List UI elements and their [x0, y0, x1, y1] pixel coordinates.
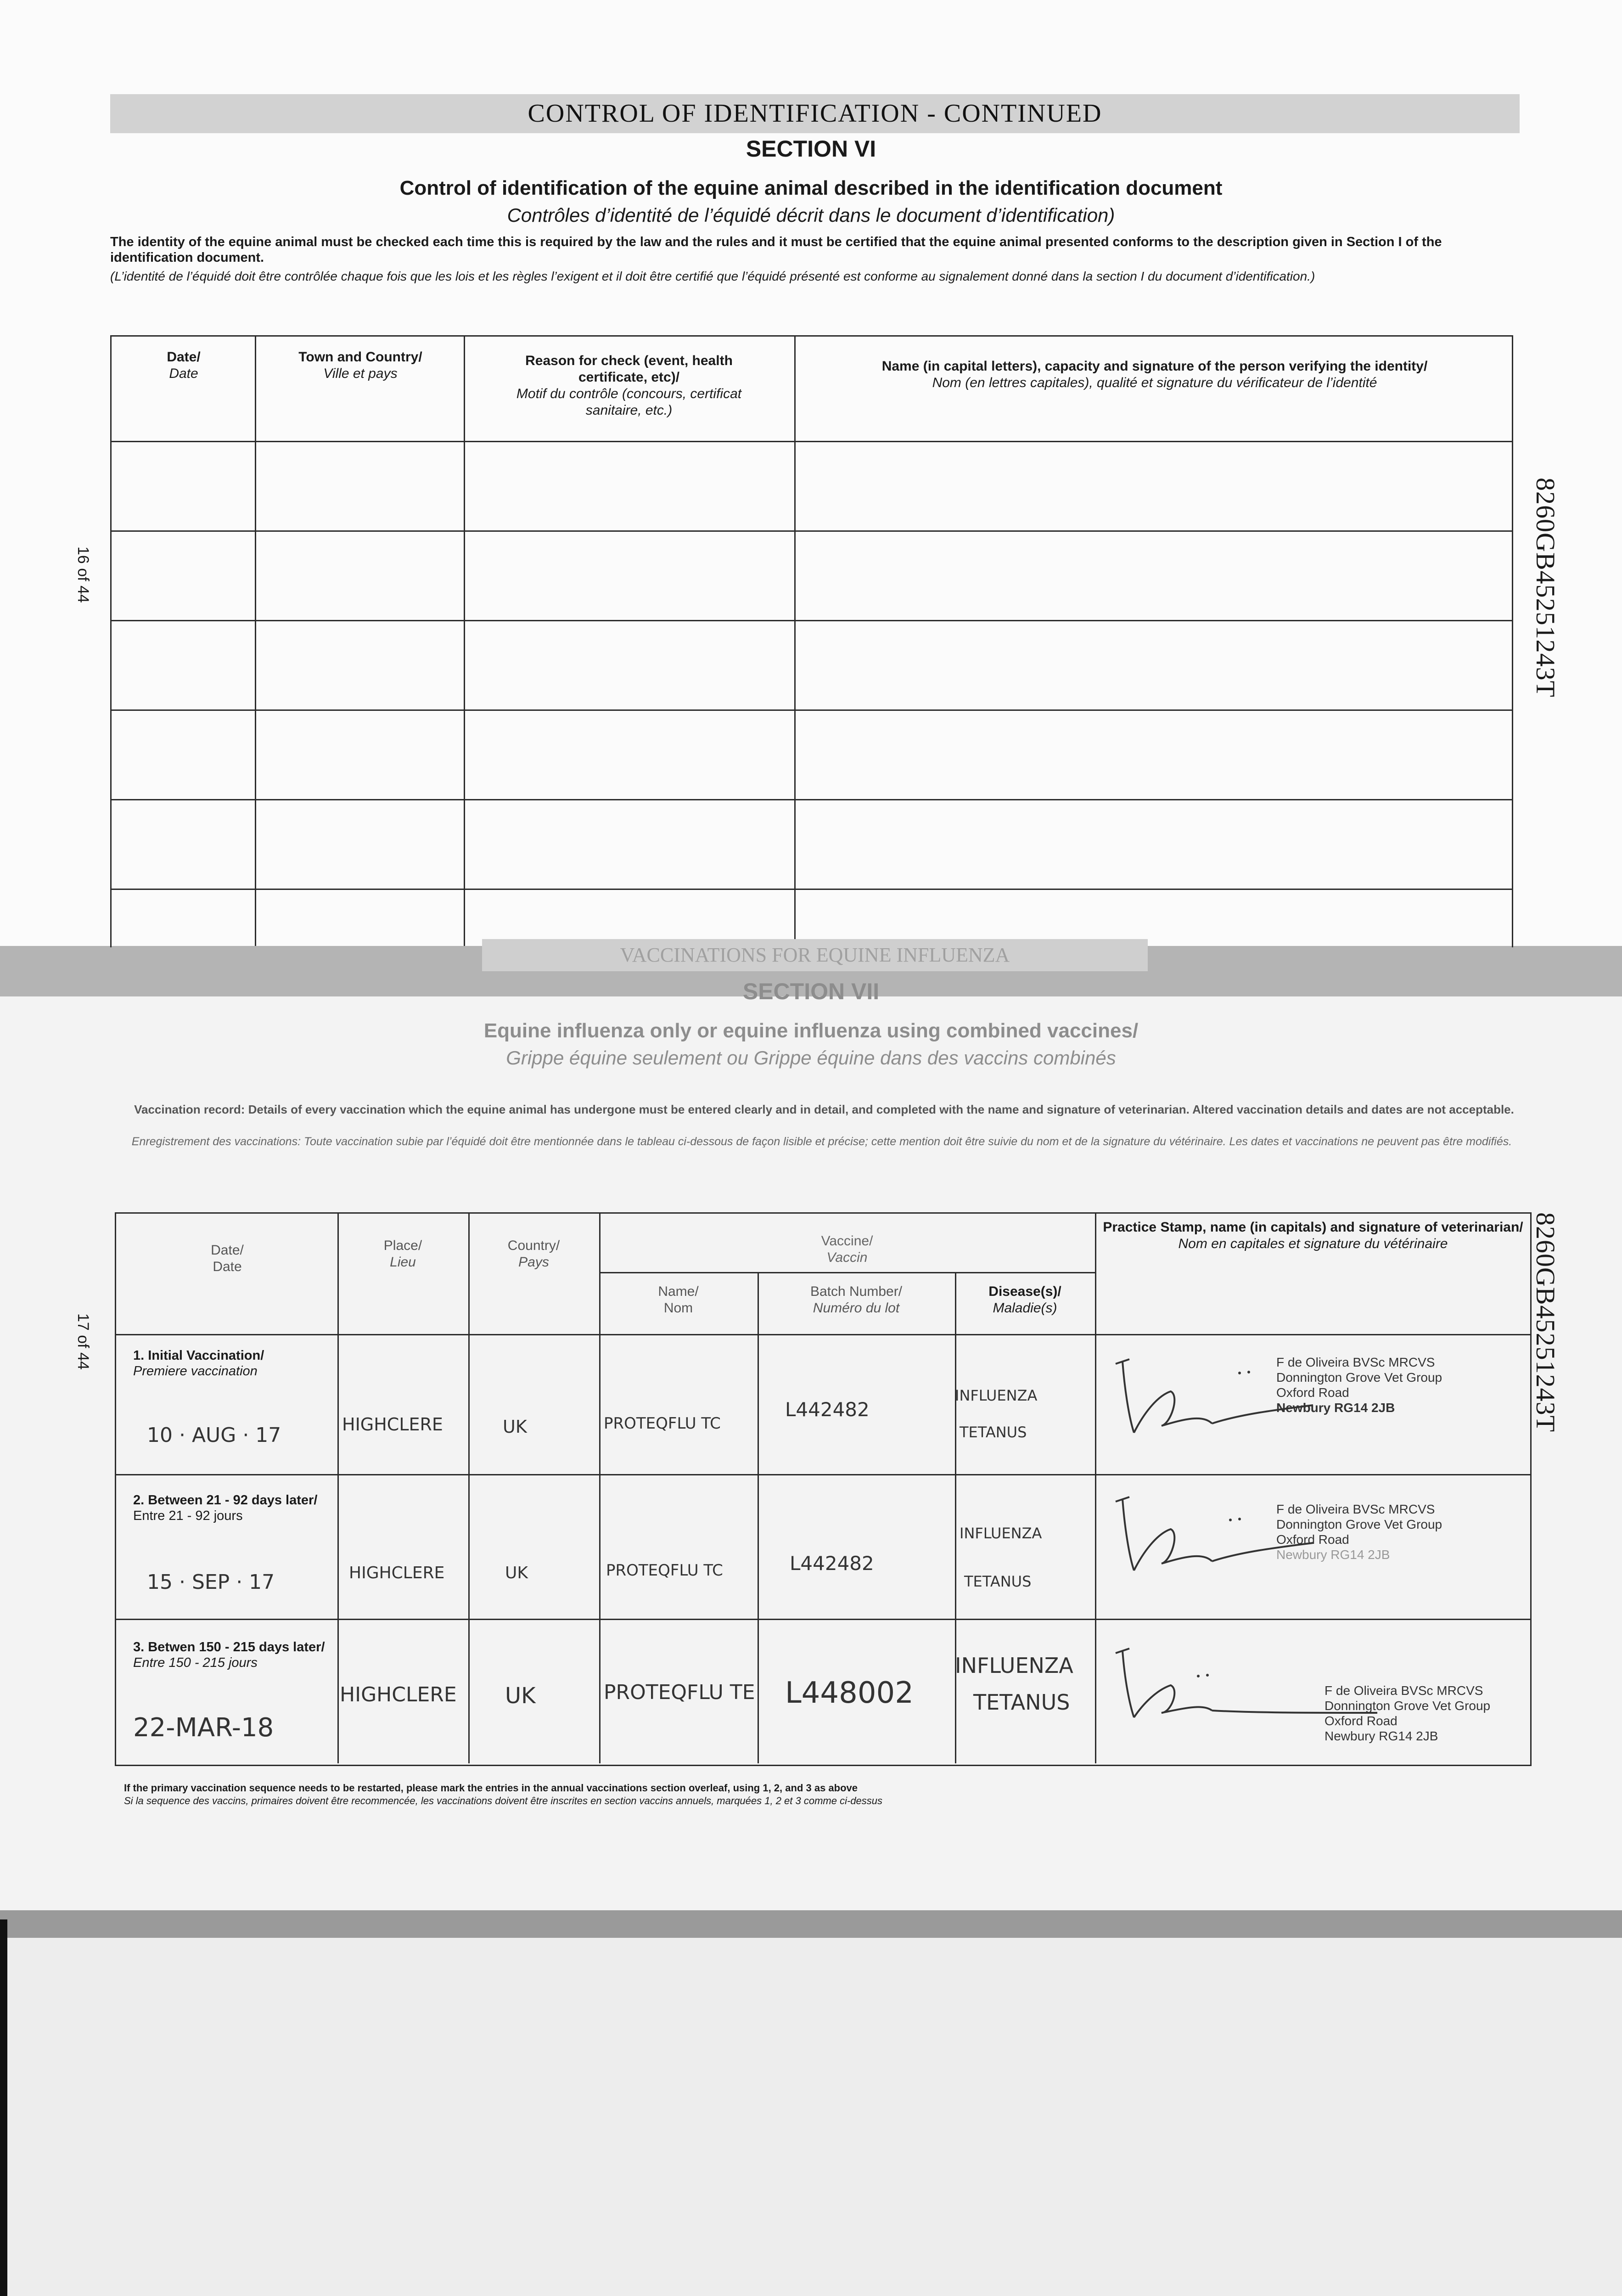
document-number: 8260GB45251243T — [1531, 1212, 1560, 1432]
table-row-line — [110, 530, 1512, 532]
table-divider — [337, 1212, 339, 1763]
table-divider — [1095, 1212, 1096, 1763]
vaccination-place: HIGHCLERE — [349, 1564, 445, 1582]
stamp-line: F de Oliveira BVSc MRCVS — [1276, 1355, 1435, 1369]
row-label-en: 3. Betwen 150 - 215 days later/ — [133, 1640, 325, 1654]
page-number: 16 of 44 — [74, 546, 92, 603]
batch-number: L442482 — [785, 1398, 870, 1421]
section-title: Control of identification of the equine animal described in the identification document — [399, 177, 1223, 199]
practice-stamp-2 — [1276, 1502, 1442, 1562]
table-divider — [599, 1212, 601, 1763]
vaccination-date: 10 · AUG · 17 — [147, 1424, 281, 1447]
header-fr: Numéro du lot — [813, 1300, 900, 1316]
header-fr: Date — [169, 366, 198, 381]
header-fr: Lieu — [390, 1255, 416, 1270]
header-en: Date/ — [167, 349, 201, 365]
row-label-en: 1. Initial Vaccination/ — [133, 1348, 264, 1363]
vaccination-intro-fr: Enregistrement des vaccinations: Toute vaccination subie par l’équidé doit être mentionnée dans le tableau ci-dessous de façon lisible et précise; cette mention doit être suivie du nom et de la signature du vétérinaire. Les dates et vaccinations ne peuvent pas être modifiés. — [131, 1135, 1512, 1148]
header-en: Reason for check (event, health certificate, etc)/ — [525, 353, 733, 385]
row-label-fr: Entre 21 - 92 jours — [133, 1508, 243, 1523]
identity-check-table — [110, 335, 1513, 947]
header-fr: Motif du contrôle (concours, certificat sanitaire, etc.) — [516, 386, 742, 418]
stamp-line: F de Oliveira BVSc MRCVS — [1276, 1502, 1435, 1516]
batch-number: L448002 — [785, 1676, 914, 1710]
table-divider — [464, 335, 465, 946]
page-bottom-shadow — [0, 1910, 1622, 1938]
disease-1: INFLUENZA — [955, 1653, 1073, 1678]
disease-2: TETANUS — [964, 1573, 1032, 1590]
table-row-line — [110, 889, 1512, 890]
header-fr: Vaccin — [826, 1250, 868, 1265]
row-label-2 — [133, 1492, 331, 1524]
header-en: Name/ — [658, 1284, 699, 1299]
row-label-1 — [133, 1348, 331, 1379]
vaccination-intro: Vaccination record: Details of every vaccination which the equine animal has undergone must be entered clearly and in detail, and completed with the name and signature of veterinarian. Altered vaccination details and dates are not acceptable. — [134, 1103, 1514, 1116]
vaccination-place: HIGHCLERE — [340, 1683, 457, 1706]
vaccination-date: 22-MAR-18 — [133, 1713, 274, 1743]
stamp-line: Donnington Grove Vet Group — [1276, 1370, 1442, 1384]
header-en: Town and Country/ — [298, 349, 422, 365]
header-en: Vaccine/ — [821, 1233, 873, 1249]
col-header-place — [340, 1238, 466, 1271]
disease-1: INFLUENZA — [955, 1387, 1038, 1404]
section-title-faded: Equine influenza only or equine influenza using combined vaccines/ — [483, 1019, 1139, 1042]
table-row-line — [599, 1272, 1095, 1273]
col-header-disease — [957, 1283, 1093, 1317]
header-en: Country/ — [507, 1238, 560, 1253]
stamp-line: Newbury RG14 2JB — [1276, 1548, 1390, 1562]
section-heading-faded: SECTION VII — [742, 979, 880, 1004]
vaccination-country: UK — [505, 1683, 536, 1709]
header-fr: Pays — [518, 1255, 549, 1270]
row-label-3 — [133, 1639, 331, 1671]
disease-2: TETANUS — [960, 1424, 1027, 1441]
col-header-town — [259, 349, 461, 382]
stamp-line: Oxford Road — [1325, 1714, 1398, 1728]
scanner-background — [0, 1938, 1622, 2296]
vaccination-date: 15 · SEP · 17 — [147, 1570, 275, 1594]
vaccination-country: UK — [503, 1417, 527, 1437]
section-heading: SECTION VI — [746, 136, 876, 162]
vaccination-place: HIGHCLERE — [342, 1414, 443, 1435]
header-fr: Nom en capitales et signature du vétérinaire — [1178, 1236, 1448, 1251]
header-en: Place/ — [383, 1238, 422, 1253]
disease-2: TETANUS — [973, 1690, 1070, 1715]
col-header-verifier — [808, 358, 1501, 391]
stamp-line: Donnington Grove Vet Group — [1325, 1699, 1491, 1713]
table-divider — [758, 1272, 759, 1763]
table-row-line — [110, 799, 1512, 800]
table-divider — [468, 1212, 470, 1763]
table-divider — [255, 335, 256, 946]
batch-number: L442482 — [790, 1552, 874, 1575]
stamp-line: Oxford Road — [1276, 1532, 1349, 1547]
header-en: Batch Number/ — [810, 1284, 903, 1299]
practice-stamp-1 — [1276, 1355, 1442, 1415]
header-fr: Date — [213, 1259, 242, 1274]
col-header-date — [115, 349, 253, 382]
footnote-fr: Si la sequence des vaccins, primaires doivent être recommencée, les vaccinations doivent être inscrites en section vaccins annuels, marquées 1, 2 et 3 comme ci-dessus — [124, 1795, 883, 1806]
col-header-vaccine-name — [601, 1283, 755, 1317]
disease-1: INFLUENZA — [960, 1525, 1042, 1542]
table-divider — [955, 1272, 956, 1763]
col-header-batch — [760, 1283, 953, 1317]
header-en: Disease(s)/ — [988, 1284, 1061, 1299]
col-header-date — [119, 1242, 335, 1275]
vaccine-name: PROTEQFLU TE — [604, 1681, 755, 1704]
row-label-fr: Entre 150 - 215 jours — [133, 1655, 258, 1670]
stamp-line: Oxford Road — [1276, 1385, 1349, 1400]
header-fr: Nom — [663, 1300, 693, 1316]
row-label-en: 2. Between 21 - 92 days later/ — [133, 1493, 318, 1508]
stamp-line: Newbury RG14 2JB — [1325, 1729, 1438, 1743]
section-title-fr: Contrôles d’identité de l’équidé décrit dans le document d’identification) — [507, 204, 1115, 226]
practice-stamp-3 — [1325, 1683, 1490, 1744]
header-en: Date/ — [211, 1243, 244, 1258]
header-en: Practice Stamp, name (in capitals) and signature of veterinarian/ — [1103, 1220, 1523, 1235]
page-number: 17 of 44 — [74, 1313, 92, 1370]
stamp-line: Newbury RG14 2JB — [1276, 1401, 1395, 1415]
header-en: Name (in capital letters), capacity and signature of the person verifying the identity/ — [881, 359, 1428, 374]
vaccine-name: PROTEQFLU TC — [606, 1561, 723, 1580]
col-header-country — [471, 1238, 597, 1271]
intro-text-fr: (L’identité de l’équidé doit être contrôlée chaque fois que les lois et les règles l’exigent et il doit être certifié que l’équidé présenté est conforme au signalement donné dans la section I du document d’identification.) — [110, 269, 1315, 283]
table-row-line — [110, 441, 1512, 442]
header-fr: Nom (en lettres capitales), qualité et signature du vérificateur de l’identité — [932, 375, 1377, 390]
col-header-stamp — [1102, 1219, 1524, 1252]
table-row-line — [115, 1619, 1530, 1620]
table-row-line — [115, 1334, 1530, 1335]
table-row-line — [115, 1474, 1530, 1475]
document-number: 8260GB45251243T — [1531, 478, 1560, 698]
scanner-edge — [0, 1919, 7, 2296]
section-title-fr-faded: Grippe équine seulement ou Grippe équine dans des vaccins combinés — [506, 1047, 1116, 1069]
section-banner — [110, 94, 1520, 133]
col-header-vaccine — [601, 1233, 1093, 1266]
vaccination-country: UK — [505, 1564, 528, 1582]
col-header-reason — [491, 353, 767, 419]
table-divider — [794, 335, 796, 946]
row-label-fr: Premiere vaccination — [133, 1364, 258, 1379]
table-row-line — [110, 620, 1512, 621]
stamp-line: Donnington Grove Vet Group — [1276, 1517, 1442, 1531]
intro-text: The identity of the equine animal must be checked each time this is required by the law and the rules and it must be certified that the equine animal presented conforms to the description given in Section I of the identification document. — [110, 235, 1442, 265]
footnote: If the primary vaccination sequence needs to be restarted, please mark the entries in the annual vaccinations section overleaf, using 1, 2, and 3 as above — [124, 1782, 858, 1794]
banner-text: CONTROL OF IDENTIFICATION - CONTINUED — [528, 99, 1102, 128]
section-banner-faded: VACCINATIONS FOR EQUINE INFLUENZA — [482, 939, 1148, 971]
stamp-line: F de Oliveira BVSc MRCVS — [1325, 1683, 1483, 1698]
header-fr: Maladie(s) — [993, 1300, 1057, 1316]
table-row-line — [110, 709, 1512, 711]
header-fr: Ville et pays — [323, 366, 398, 381]
vaccine-name: PROTEQFLU TC — [604, 1414, 721, 1433]
